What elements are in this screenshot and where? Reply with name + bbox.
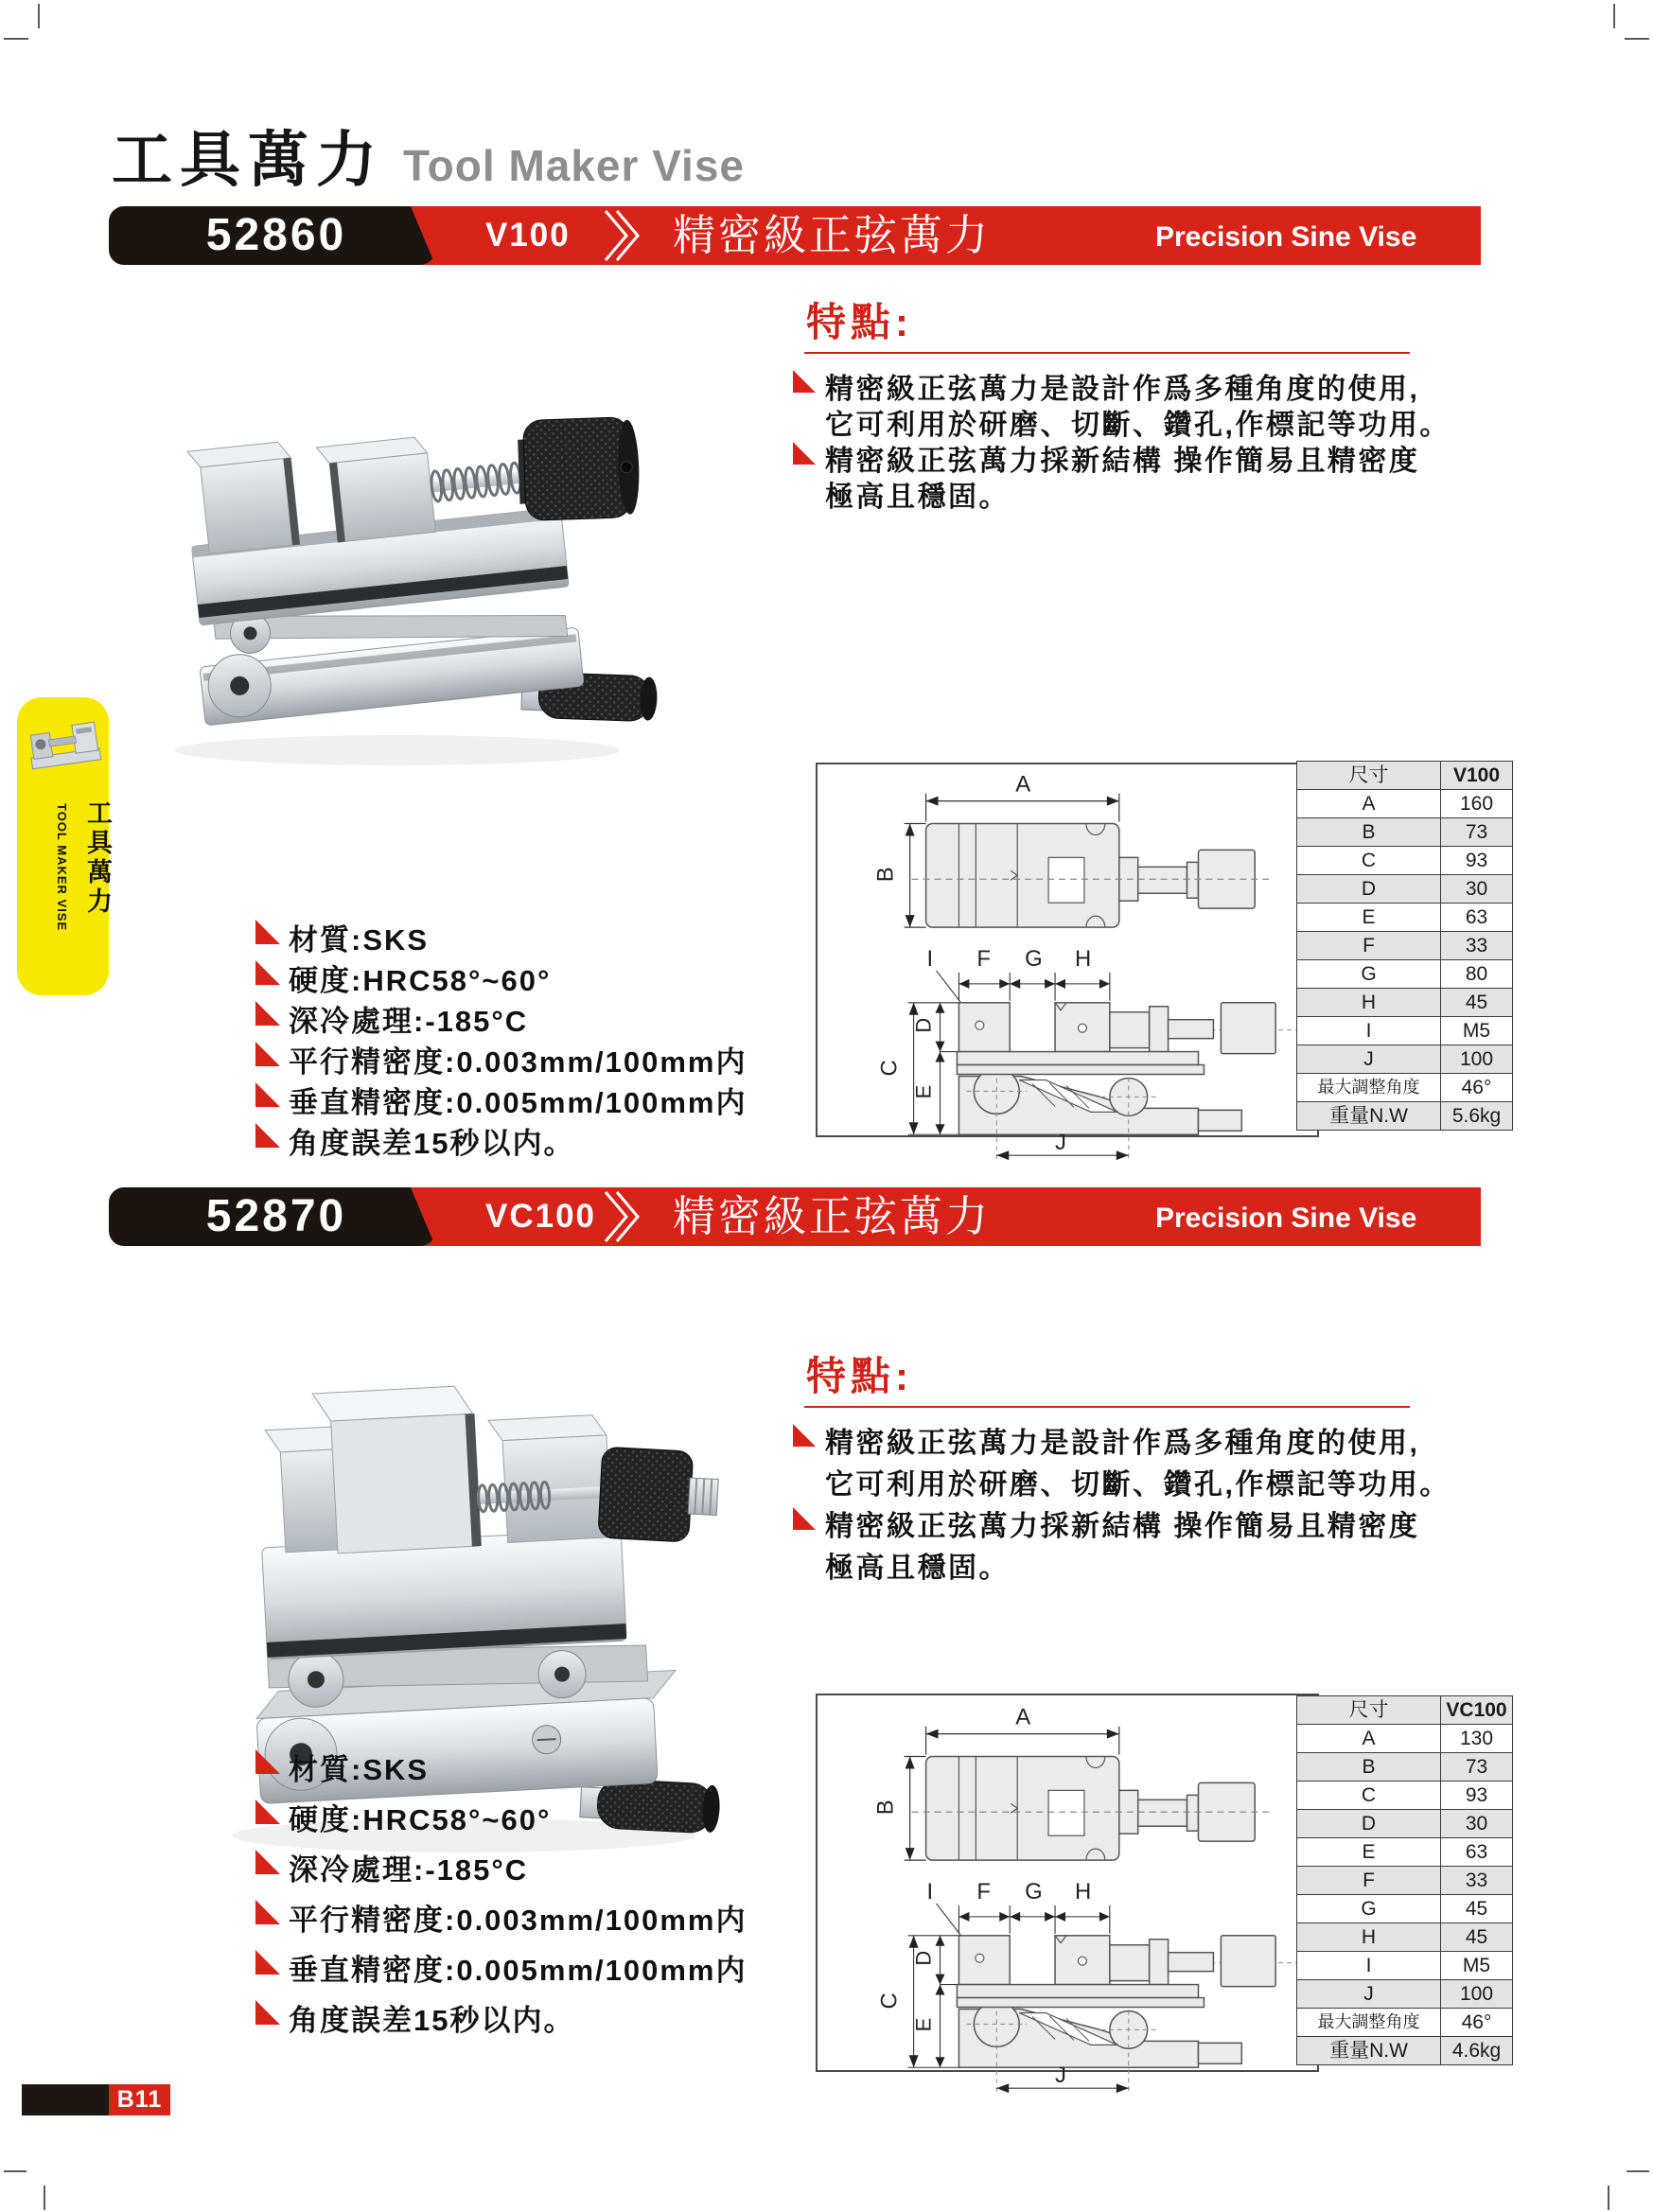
cell-value: 45 [1465, 1926, 1488, 1948]
table-row [1297, 789, 1512, 817]
sidebar-label-en: TOOL MAKER VISE [55, 803, 69, 932]
dim-label-D: D [911, 1017, 936, 1033]
cell-value: 73 [1465, 821, 1488, 843]
feature-text: 精密級正弦萬力採新結構 操作簡易且精密度 [825, 1511, 1420, 1542]
product-banner-52870 [109, 1187, 1481, 1246]
table-header-row [1297, 1696, 1512, 1724]
cell-value: 63 [1465, 1841, 1488, 1863]
cell-value: 100 [1459, 1983, 1494, 2005]
spec-line [255, 1038, 747, 1080]
cell-dim: C [1297, 847, 1441, 874]
cell-dim: B [1297, 1753, 1441, 1781]
spec-bullet-icon [255, 1123, 280, 1148]
table-row [1297, 1979, 1512, 2008]
spec-text: 角度誤差15秒以内。 [289, 1127, 575, 1160]
spec-text: 平行精密度:0.003mm/100mm内 [289, 1904, 747, 1937]
cell-dim: J [1297, 1980, 1441, 2008]
table-row [1297, 1016, 1512, 1045]
trim-mark [1625, 38, 1649, 40]
product-code: 52860 [205, 210, 347, 260]
cell-dim: D [1297, 875, 1441, 903]
features-underline [804, 1406, 1410, 1408]
table-row [1297, 988, 1512, 1016]
feature-text: 它可利用於研磨、切斷、鑽孔,作標記等功用。 [825, 1469, 1451, 1501]
cell-dim: 尺寸 [1297, 762, 1441, 789]
cell-value: 63 [1465, 906, 1488, 928]
spec-line [255, 1119, 574, 1162]
cell-dim: E [1297, 1838, 1441, 1866]
dim-label-F: F [976, 945, 991, 972]
spec-text: 材質:SKS [289, 1753, 430, 1786]
cell-dim: 最大調整角度 [1297, 1074, 1441, 1101]
feature-line [825, 473, 1010, 515]
spec-bullet-icon [255, 920, 280, 944]
cell-dim: H [1297, 989, 1441, 1016]
dim-label-H: H [1074, 945, 1092, 972]
features-heading: 特點: [806, 1354, 913, 1398]
cell-dim: A [1297, 1725, 1441, 1752]
cell-value: 93 [1465, 850, 1488, 871]
spec-text: 深冷處理:-185°C [289, 1853, 529, 1887]
product-photo-v100 [142, 272, 653, 802]
chevron-divider-icon [601, 206, 644, 265]
page-marker-bar [22, 2084, 109, 2115]
cell-value: 30 [1465, 878, 1488, 900]
product-name-zh: 精密級正弦萬力 [673, 1192, 992, 1240]
cell-dim: H [1297, 1923, 1441, 1951]
cell-dim: 尺寸 [1297, 1696, 1441, 1724]
spec-line [255, 957, 551, 999]
features-heading: 特點: [806, 300, 913, 344]
table-row [1297, 1922, 1512, 1951]
dim-label-H: H [1074, 1878, 1092, 1905]
cell-value: 46° [1461, 2011, 1492, 2033]
spec-bullet-icon [255, 1082, 280, 1107]
chevron-divider-icon [601, 1187, 644, 1246]
cell-value: V100 [1452, 764, 1501, 786]
trim-mark [44, 2186, 45, 2210]
cell-dim: F [1297, 932, 1441, 959]
cell-dim: A [1297, 790, 1441, 817]
product-name-zh: 精密級正弦萬力 [673, 211, 992, 259]
spec-bullet-icon [255, 1749, 280, 1774]
cell-value: 73 [1465, 1756, 1488, 1778]
dim-label-F: F [976, 1878, 991, 1905]
feature-text: 極高且穩固。 [825, 482, 1010, 513]
spec-line [255, 1946, 747, 1989]
cell-value: 100 [1459, 1048, 1494, 1070]
trim-mark [1613, 4, 1615, 28]
cell-dim: B [1297, 818, 1441, 846]
cell-value: 93 [1465, 1784, 1488, 1806]
spec-line [255, 916, 429, 958]
technical-drawing [818, 764, 1317, 1156]
spec-line [255, 1996, 574, 2039]
dim-label-C: C [876, 1993, 903, 2010]
table-row [1297, 817, 1512, 846]
product-name-en: Precision Sine Vise [1155, 1203, 1417, 1234]
spec-bullet-icon [255, 1850, 280, 1874]
vise-illustration [177, 404, 669, 768]
product-name-en: Precision Sine Vise [1155, 221, 1417, 253]
spec-text: 深冷處理:-185°C [289, 1005, 529, 1038]
feature-text: 精密級正弦萬力採新結構 操作簡易且精密度 [825, 446, 1420, 477]
cell-value: 4.6kg [1451, 2040, 1502, 2062]
table-row [1297, 903, 1512, 931]
table-row [1297, 2008, 1512, 2036]
dim-label-I: I [926, 1878, 934, 1905]
table-row [1297, 931, 1512, 959]
cell-value: 30 [1465, 1813, 1488, 1835]
table-row [1297, 1073, 1512, 1101]
cell-dim: F [1297, 1867, 1441, 1894]
table-row [1297, 1752, 1512, 1781]
page-title-zh: 工具萬力 [112, 126, 384, 194]
cell-value: 160 [1459, 793, 1494, 815]
model-label: V100 [485, 217, 571, 254]
dim-label-E: E [911, 1084, 936, 1099]
spec-text: 平行精密度:0.003mm/100mm内 [289, 1045, 747, 1079]
spec-line [255, 1796, 551, 1838]
feature-line [793, 1502, 1419, 1544]
feature-line [825, 1461, 1451, 1502]
dim-label-A: A [1015, 771, 1031, 798]
cell-value: 80 [1465, 963, 1488, 985]
cell-dim: 最大調整角度 [1297, 2009, 1441, 2036]
page-title-en: Tool Maker Vise [403, 141, 745, 190]
cell-dim: I [1297, 1952, 1441, 1979]
spec-text: 硬度:HRC58°~60° [289, 1803, 552, 1836]
table-row [1297, 874, 1512, 903]
table-row [1297, 1837, 1512, 1866]
table-row [1297, 1101, 1512, 1130]
cell-dim: G [1297, 960, 1441, 988]
spec-text: 材質:SKS [289, 923, 430, 957]
spec-table-vc100 [1296, 1695, 1513, 2065]
features-underline [804, 352, 1410, 354]
spec-bullet-icon [255, 1799, 280, 1824]
diagram-box [816, 1694, 1319, 2089]
cell-value: 33 [1465, 935, 1488, 957]
table-row [1297, 959, 1512, 988]
sidebar-tab [17, 697, 112, 995]
dim-label-J: J [1055, 1130, 1067, 1156]
trim-mark [1608, 2186, 1609, 2210]
feature-bullet-icon [793, 1424, 816, 1447]
cell-dim: J [1297, 1045, 1441, 1073]
spec-text: 垂直精密度:0.005mm/100mm内 [289, 1954, 747, 1987]
cell-value: M5 [1462, 1955, 1491, 1976]
technical-drawing [818, 1695, 1317, 2089]
cell-dim: G [1297, 1895, 1441, 1922]
dim-label-I: I [926, 945, 934, 972]
dim-label-A: A [1015, 1704, 1031, 1730]
dim-label-G: G [1025, 1878, 1043, 1905]
dim-label-G: G [1025, 945, 1043, 972]
spec-line [255, 997, 528, 1040]
cell-value: 5.6kg [1451, 1105, 1502, 1127]
spec-text: 垂直精密度:0.005mm/100mm内 [289, 1086, 747, 1119]
table-row [1297, 1724, 1512, 1752]
feature-text: 極高且穩固。 [825, 1553, 1010, 1584]
dim-label-B: B [872, 1799, 899, 1816]
sidebar-vise-icon [25, 716, 102, 775]
table-row [1297, 1045, 1512, 1073]
page-number: B11 [109, 2084, 170, 2115]
feature-text: 精密級正弦萬力是設計作爲多種角度的使用, [825, 374, 1420, 405]
cell-value: VC100 [1446, 1699, 1507, 1721]
dim-label-B: B [872, 867, 899, 883]
spec-bullet-icon [255, 1950, 280, 1975]
cell-dim: C [1297, 1782, 1441, 1809]
spec-table-v100 [1296, 761, 1513, 1131]
feature-text: 精密級正弦萬力是設計作爲多種角度的使用, [825, 1428, 1420, 1459]
trim-mark [4, 2170, 26, 2172]
model-label: VC100 [485, 1198, 597, 1235]
spec-bullet-icon [255, 1001, 280, 1026]
cell-value: M5 [1462, 1020, 1491, 1042]
table-row [1297, 846, 1512, 874]
sidebar-label-zh: 工具萬力 [83, 799, 112, 917]
diagram-box [816, 763, 1319, 1156]
feature-bullet-icon [793, 1507, 816, 1530]
feature-line [793, 1419, 1419, 1461]
cell-dim: D [1297, 1810, 1441, 1837]
product-code: 52870 [205, 1191, 347, 1241]
dim-label-D: D [911, 1950, 936, 1966]
dim-label-C: C [876, 1060, 903, 1077]
table-row [1297, 2036, 1512, 2064]
dim-label-E: E [911, 2017, 936, 2032]
product-banner-52860 [109, 206, 1481, 265]
trim-mark [38, 4, 40, 28]
cell-value: 45 [1465, 1898, 1488, 1920]
spec-bullet-icon [255, 1042, 280, 1066]
table-header-row [1297, 762, 1512, 789]
spec-line [255, 1846, 528, 1888]
cell-dim: I [1297, 1017, 1441, 1045]
spec-line [255, 1746, 429, 1788]
dim-label-J: J [1055, 2063, 1067, 2089]
trim-mark [4, 38, 28, 40]
spec-text: 角度誤差15秒以内。 [289, 2004, 575, 2037]
cell-value: 130 [1459, 1728, 1494, 1749]
spec-bullet-icon [255, 1900, 280, 1924]
feature-text: 它可利用於研磨、切斷、鑽孔,作標記等功用。 [825, 410, 1451, 441]
cell-dim: E [1297, 904, 1441, 931]
table-row [1297, 1866, 1512, 1894]
spec-bullet-icon [255, 960, 280, 985]
feature-bullet-icon [793, 442, 816, 465]
table-row [1297, 1781, 1512, 1809]
spec-text: 硬度:HRC58°~60° [289, 964, 552, 997]
cell-value: 46° [1461, 1077, 1492, 1098]
cell-value: 45 [1465, 992, 1488, 1013]
cell-value: 33 [1465, 1870, 1488, 1891]
spec-bullet-icon [255, 2000, 280, 2025]
cell-dim: 重量N.W [1297, 2037, 1441, 2064]
spec-line [255, 1079, 747, 1121]
table-row [1297, 1951, 1512, 1979]
feature-line [825, 1544, 1010, 1586]
table-row [1297, 1809, 1512, 1837]
cell-dim: 重量N.W [1297, 1102, 1441, 1130]
spec-line [255, 1896, 747, 1939]
feature-bullet-icon [793, 370, 816, 393]
trim-mark [1627, 2170, 1649, 2172]
table-row [1297, 1894, 1512, 1922]
page-title [112, 112, 745, 199]
